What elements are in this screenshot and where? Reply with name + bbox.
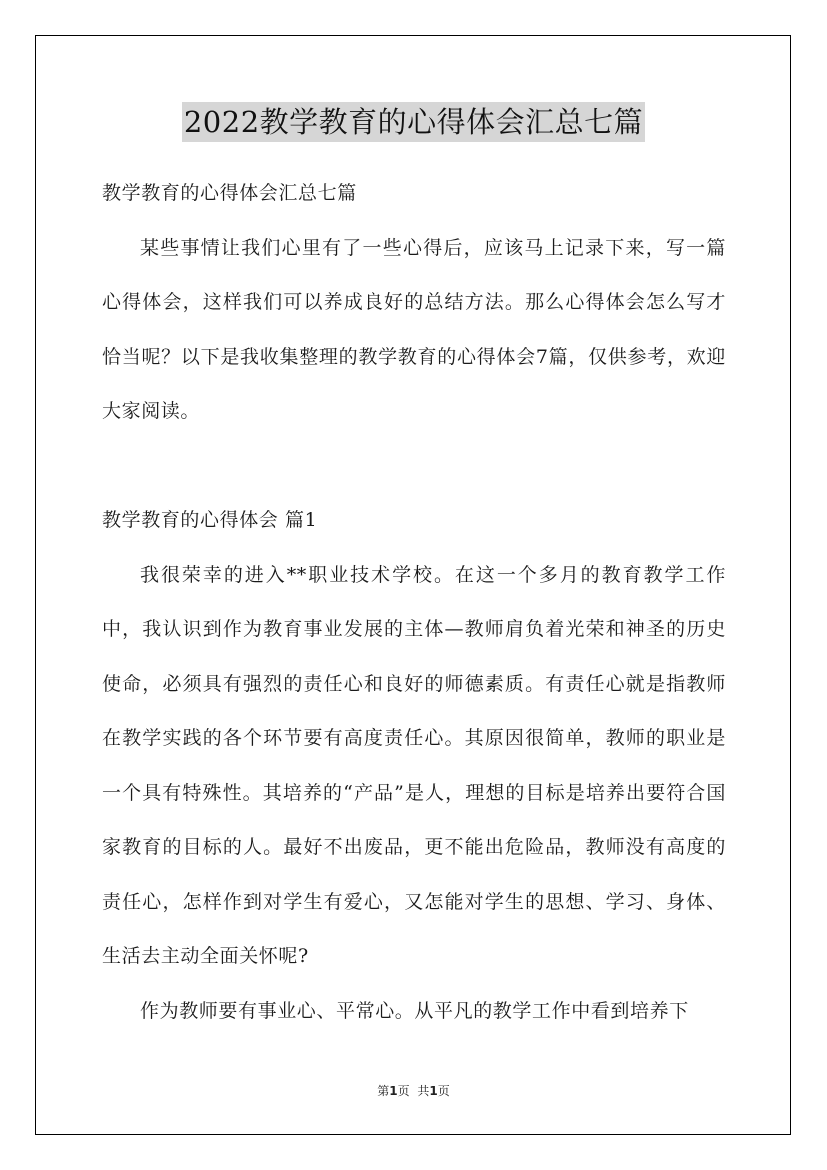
document-body <box>102 166 726 1038</box>
section-heading: 教学教育的心得体会 篇1 <box>102 509 318 531</box>
document-title: 2022教学教育的心得体会汇总七篇 <box>182 102 645 142</box>
section-paragraph-1: 我很荣幸的进入**职业技术学校。在这一个多月的教育教学工作中，我认识到作为教育事业发展的主体—教师肩负着光荣和神圣的历史使命，必须具有强烈的责任心和良好的师德素质。有责任心就是指教师在教学实践的各个环节要有高度责任心。其原因很简单，教师的职业是一个具有特殊性。其培养的“产品”是人，理想的目标是培养出要符合国家教育的目标的人。最好不出废品，更不能出危险品，教师没有高度的责任心，怎样作到对学生有爱心，又怎能对学生的思想、学习、身体、生活去主动全面关怀呢? <box>102 563 726 967</box>
footer-prefix: 第 <box>377 1084 390 1098</box>
intro-paragraph: 某些事情让我们心里有了一些心得后，应该马上记录下来，写一篇心得体会，这样我们可以养成良好的总结方法。那么心得体会怎么写才恰当呢？以下是我收集整理的教学教育的心得体会7篇，仅供参考，欢迎大家阅读。 <box>102 236 726 422</box>
footer-page-number: 1 <box>389 1084 398 1098</box>
title-container <box>0 102 827 142</box>
footer-total-prefix: 共 <box>417 1084 430 1098</box>
section-paragraph-2: 作为教师要有事业心、平常心。从平凡的教学工作中看到培养下 <box>140 999 689 1022</box>
footer-total-pages: 1 <box>429 1084 438 1098</box>
page-footer <box>0 1082 827 1099</box>
document-subtitle: 教学教育的心得体会汇总七篇 <box>102 182 357 204</box>
footer-page-suffix: 页 <box>397 1084 410 1098</box>
blank-line <box>102 439 726 494</box>
footer-total-suffix: 页 <box>437 1084 450 1098</box>
